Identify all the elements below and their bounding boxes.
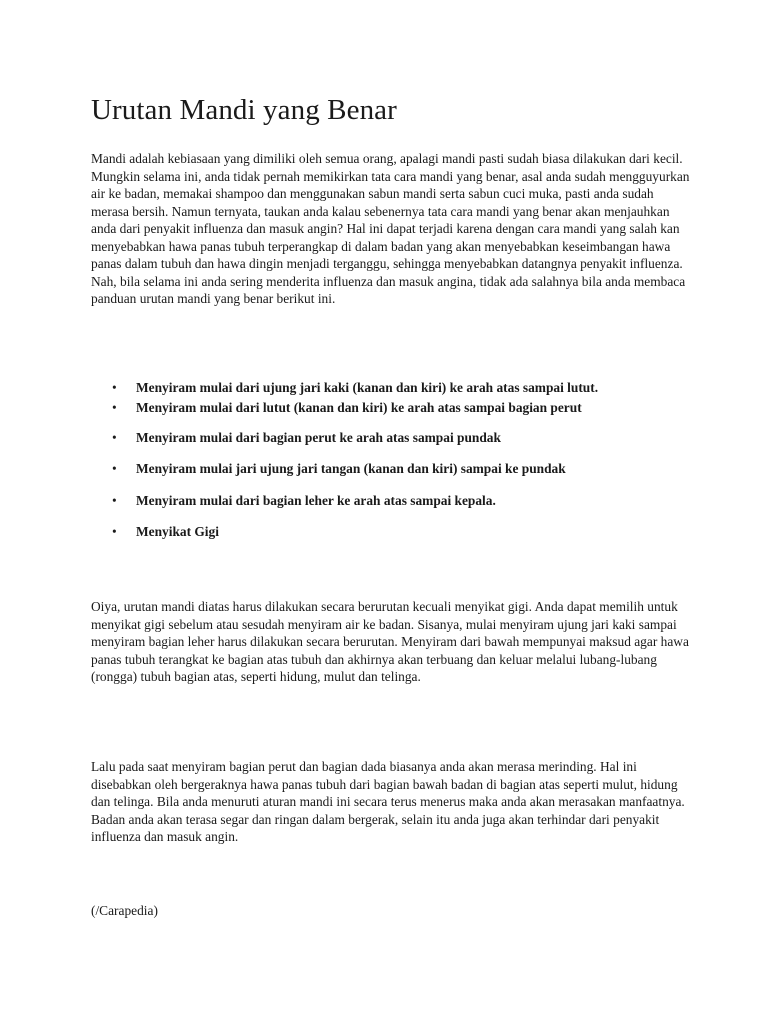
benefits-paragraph: Lalu pada saat menyiram bagian perut dan bagian dada biasanya anda akan merasa merinding. Hal ini disebabkan oleh bergeraknya hawa panas tubuh dari bagian bawah badan di bagian atas seperti mulut, hidung dan telinga. Bila anda menuruti aturan mandi ini secara terus menerus maka anda akan merasakan manfaatnya. Badan anda akan terasa segar dan ringan dalam bergerak, selain itu anda juga akan terhindar dari penyakit influenza dan masuk angin. [91, 759, 685, 844]
bullet-icon: • [112, 400, 117, 415]
order-explanation-paragraph: Oiya, urutan mandi diatas harus dilakukan secara berurutan kecuali menyikat gigi. Anda dapat memilih untuk menyikat gigi sebelum atau sesudah menyiram air ke badan. Sisanya, mulai menyiram ujung jari kaki sampai menyiram bagian leher harus dilakukan secara berurutan. Menyiram dari bawah mempunyai maksud agar hawa panas tubuh terangkat ke bagian atas tubuh dan akhirnya akan terbuang dan keluar melalui lubang-lubang (rongga) tubuh bagian atas, seperti hidung, mulut dan telinga. [91, 599, 689, 684]
step-text: Menyiram mulai dari bagian leher ke arah atas sampai kepala. [136, 493, 496, 508]
step-text: Menyiram mulai dari ujung jari kaki (kanan dan kiri) ke arah atas sampai lutut. [136, 380, 599, 395]
step-text: Menyiram mulai dari bagian perut ke arah atas sampai pundak [136, 430, 501, 445]
source-credit: (/Carapedia) [91, 903, 158, 918]
bullet-icon: • [112, 524, 117, 539]
bullet-icon: • [112, 461, 117, 476]
bullet-icon: • [112, 430, 117, 445]
document-title: Urutan Mandi yang Benar [91, 94, 397, 126]
step-text: Menyiram mulai dari lutut (kanan dan kiri) ke arah atas sampai bagian perut [136, 400, 582, 415]
bullet-icon: • [112, 493, 117, 508]
step-text: Menyiram mulai jari ujung jari tangan (kanan dan kiri) sampai ke pundak [136, 461, 566, 476]
intro-paragraph: Mandi adalah kebiasaan yang dimiliki oleh semua orang, apalagi mandi pasti sudah biasa dilakukan dari kecil. Mungkin selama ini, anda tidak pernah memikirkan tata cara mandi yang benar, asal anda sudah mengguyurkan air ke badan, memakai shampoo dan menggunakan sabun mandi serta sabun cuci muka, pasti anda sudah merasa bersih. Namun ternyata, taukan anda kalau sebenernya tata cara mandi yang benar akan menjauhkan anda dari penyakit influenza dan masuk angin? Hal ini dapat terjadi karena dengan cara mandi yang salah kan menyebabkan hawa panas tubuh terperangkap di dalam badan yang akan menyebabkan keseimbangan hawa panas dalam tubuh dan hawa dingin menjadi terganggu, sehingga menyebabkan datangnya penyakit influenza. Nah, bila selama ini anda sering menderita influenza dan masuk angina, tidak ada salahnya bila anda membaca panduan urutan mandi yang benar berikut ini. [91, 151, 690, 306]
step-text: Menyikat Gigi [136, 524, 219, 539]
bullet-icon: • [112, 380, 117, 395]
